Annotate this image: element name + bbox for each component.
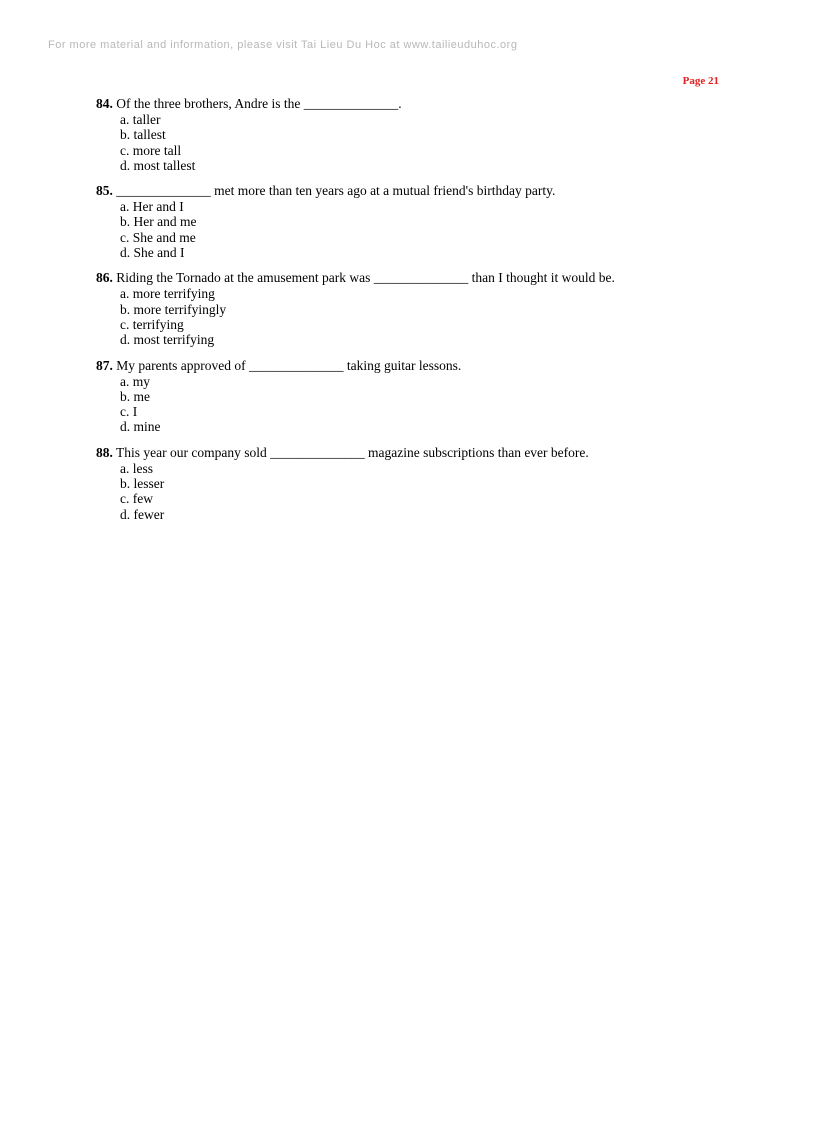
question-text: This year our company sold ______________ magazine subscriptions than ever before. <box>116 444 589 460</box>
watermark-text: For more material and information, please visit Tai Lieu Du Hoc at www.tailieuduhoc.org <box>48 39 518 51</box>
answer-options <box>96 461 736 522</box>
answer-options <box>96 199 736 260</box>
page-number: Page 21 <box>682 75 719 87</box>
question-text: My parents approved of ______________ taking guitar lessons. <box>116 357 462 373</box>
question-text: Of the three brothers, Andre is the ______________. <box>116 96 402 111</box>
question-line <box>96 96 736 112</box>
question-line <box>96 358 736 374</box>
option-a: a. taller <box>120 112 161 127</box>
option-d: d. fewer <box>120 506 165 522</box>
option-b: b. lesser <box>120 476 165 492</box>
question-number: 85. <box>96 183 113 199</box>
question-number: 84. <box>96 96 113 111</box>
answer-options <box>96 374 736 435</box>
question-84 <box>96 96 736 173</box>
question-line <box>96 445 736 461</box>
option-d: d. She and I <box>120 245 185 261</box>
option-c: c. I <box>120 404 138 420</box>
question-text: ______________ met more than ten years ago at a mutual friend's birthday party. <box>116 183 556 199</box>
question-line <box>96 183 736 199</box>
option-a: a. my <box>120 373 150 389</box>
option-a: a. more terrifying <box>120 286 215 302</box>
question-line <box>96 270 736 286</box>
option-b: b. tallest <box>120 127 166 143</box>
option-d: d. most terrifying <box>120 332 215 348</box>
option-c: c. terrifying <box>120 316 184 332</box>
answer-options <box>96 286 736 347</box>
question-text: Riding the Tornado at the amusement park was ______________ than I thought it would be. <box>116 270 615 286</box>
question-number: 87. <box>96 357 113 373</box>
option-b: b. me <box>120 388 150 404</box>
option-c: c. few <box>120 491 153 507</box>
question-88 <box>96 445 736 522</box>
option-b: b. more terrifyingly <box>120 301 227 317</box>
question-87 <box>96 358 736 435</box>
option-a: a. Her and I <box>120 199 184 215</box>
option-a: a. less <box>120 460 153 476</box>
option-c: c. She and me <box>120 229 196 245</box>
option-d: d. most tallest <box>120 157 196 173</box>
option-d: d. mine <box>120 419 161 435</box>
question-85 <box>96 183 736 260</box>
question-number: 88. <box>96 444 113 460</box>
option-c: c. more tall <box>120 142 182 158</box>
answer-options <box>96 112 736 173</box>
question-list <box>96 96 736 532</box>
question-86 <box>96 270 736 347</box>
question-number: 86. <box>96 270 113 286</box>
option-b: b. Her and me <box>120 214 197 230</box>
